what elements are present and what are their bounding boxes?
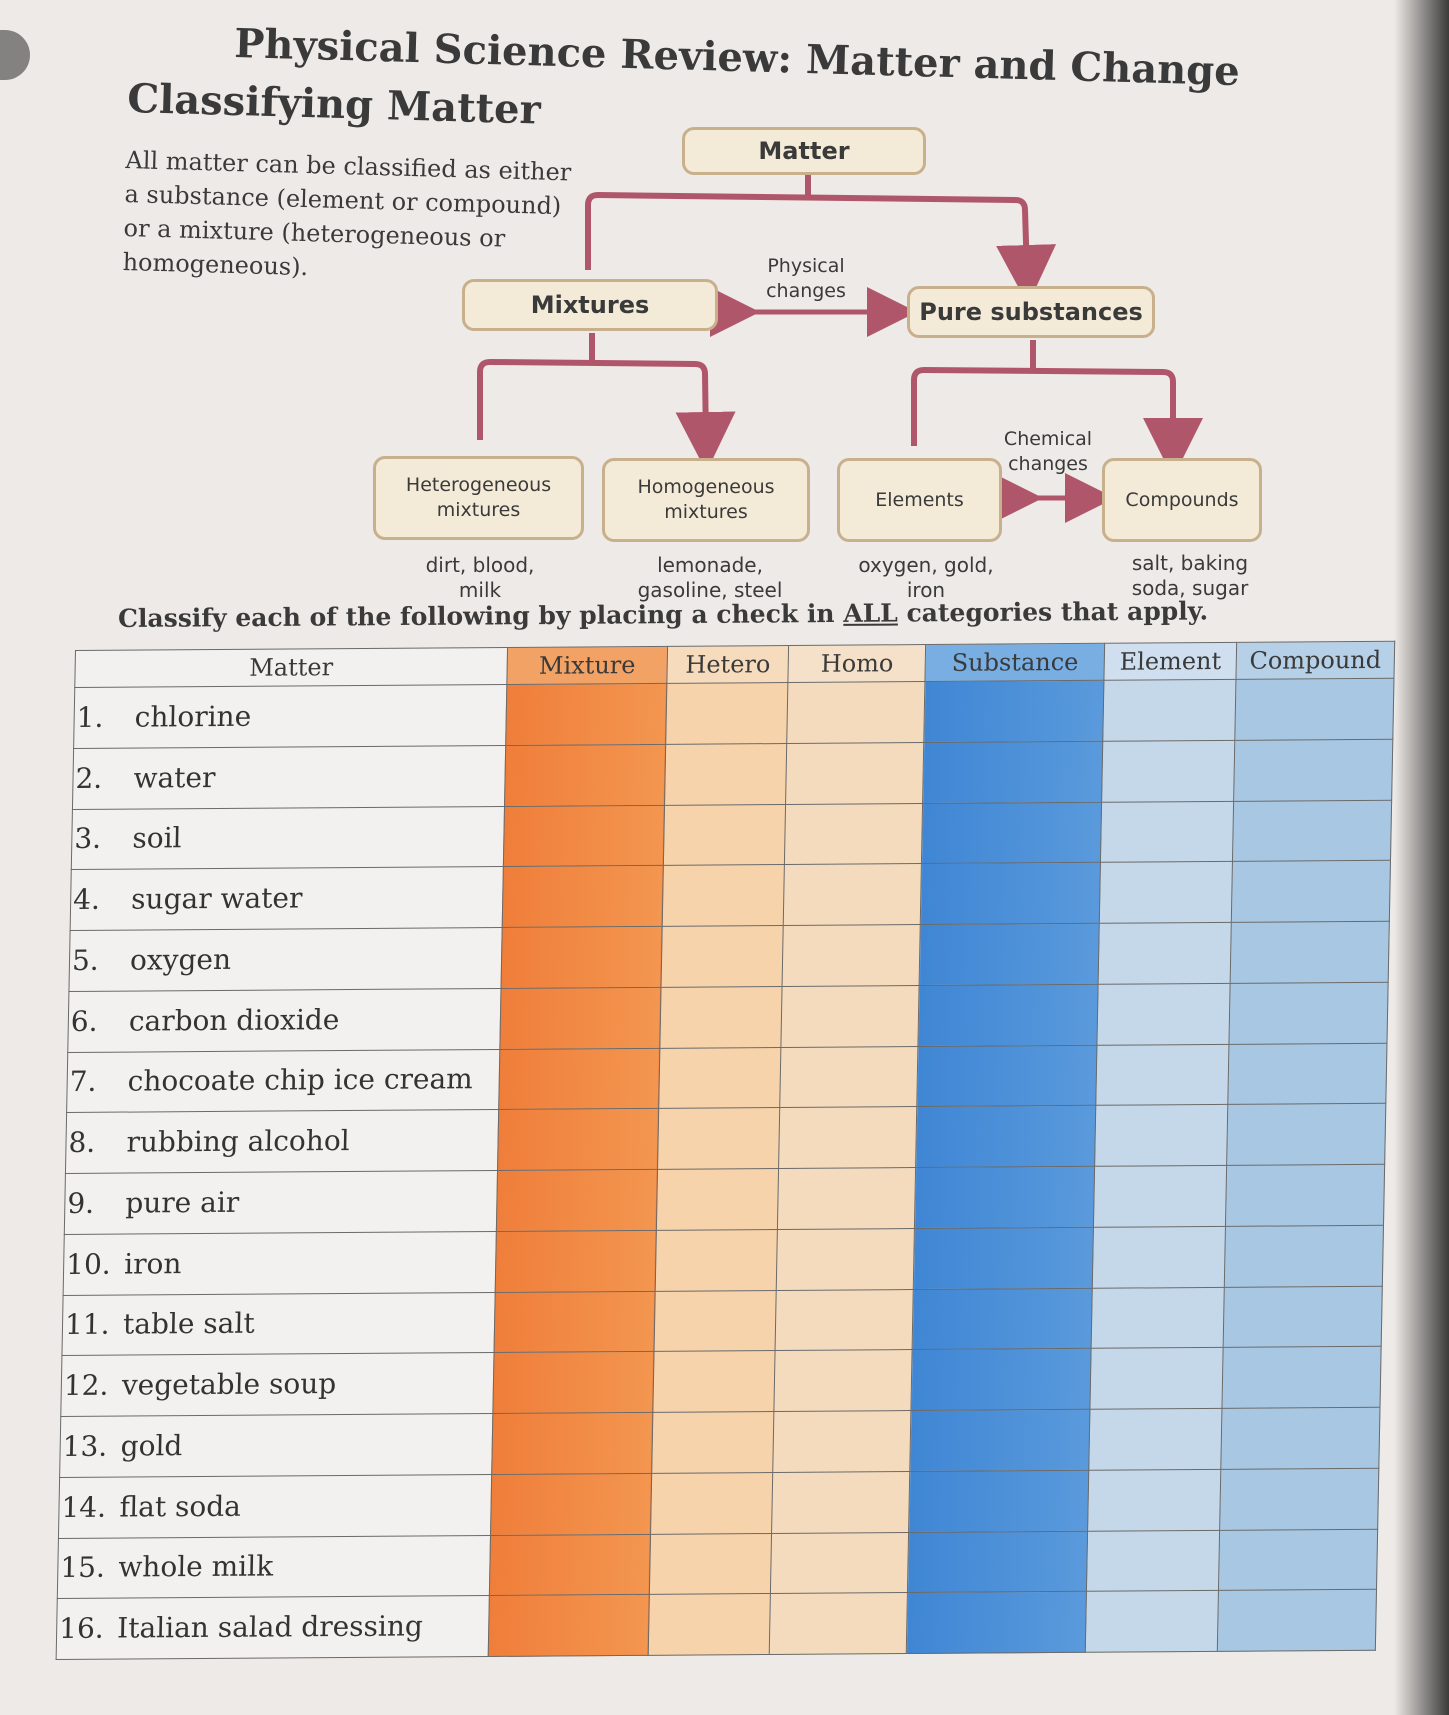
item-number: 14. [61, 1490, 107, 1524]
item-cell [61, 1353, 494, 1417]
table-row [62, 1286, 1382, 1356]
item-number: 16. [58, 1611, 105, 1646]
checkbox-cell-compound[interactable] [1228, 1043, 1387, 1105]
checkbox-cell-compound[interactable] [1230, 921, 1389, 983]
item-cell [67, 1049, 500, 1113]
item-label: Italian salad dressing [116, 1609, 424, 1645]
section-heading: Classifying Matter [126, 75, 542, 134]
item-label: oxygen [129, 942, 232, 977]
item-label: iron [123, 1246, 182, 1281]
checkbox-cell-element[interactable] [1085, 1591, 1218, 1653]
item-label: water [133, 760, 216, 795]
item-number: 2. [75, 761, 103, 795]
checkbox-cell-substance[interactable] [907, 1592, 1087, 1654]
header-substance: Substance [925, 643, 1105, 681]
checkbox-cell-element[interactable] [1103, 679, 1236, 741]
table-row [65, 1104, 1385, 1174]
item-label: chocoate chip ice cream [127, 1062, 474, 1098]
checkbox-cell-compound[interactable] [1232, 800, 1391, 862]
item-label: sugar water [130, 881, 303, 916]
checkbox-cell-hetero[interactable] [659, 1047, 782, 1109]
checkbox-cell-homo[interactable] [782, 925, 920, 987]
checkbox-cell-hetero[interactable] [665, 743, 788, 805]
checkbox-cell-compound[interactable] [1229, 982, 1388, 1044]
homogeneous-examples: lemonade, gasoline, steel [637, 553, 783, 602]
checkbox-cell-hetero[interactable] [653, 1351, 776, 1413]
checkbox-cell-mixture[interactable] [495, 1230, 656, 1292]
item-cell [65, 1110, 498, 1174]
checkbox-cell-homo[interactable] [781, 985, 919, 1047]
item-number: 5. [71, 943, 100, 977]
checkbox-cell-mixture[interactable] [490, 1473, 651, 1535]
checkbox-cell-mixture[interactable] [488, 1595, 649, 1657]
checkbox-cell-homo[interactable] [771, 1532, 909, 1594]
checkbox-cell-mixture[interactable] [501, 926, 662, 988]
table-row [60, 1407, 1380, 1477]
checkbox-cell-homo[interactable] [786, 742, 924, 804]
checkbox-cell-homo[interactable] [777, 1228, 915, 1290]
compounds-node: Compounds [1102, 458, 1262, 542]
checkbox-cell-compound[interactable] [1227, 1104, 1386, 1166]
item-label: carbon dioxide [128, 1002, 340, 1038]
item-label: vegetable soup [121, 1367, 337, 1402]
checkbox-cell-mixture[interactable] [503, 805, 664, 867]
item-cell [57, 1535, 490, 1599]
checkbox-cell-hetero[interactable] [652, 1411, 775, 1473]
item-number: 1. [76, 700, 104, 734]
checkbox-cell-compound[interactable] [1225, 1164, 1384, 1226]
checkbox-cell-compound[interactable] [1221, 1407, 1380, 1469]
checkbox-cell-hetero[interactable] [661, 926, 784, 988]
checkbox-cell-homo[interactable] [773, 1411, 911, 1473]
item-label: rubbing alcohol [126, 1124, 351, 1159]
table-row [74, 678, 1394, 748]
item-label: chlorine [134, 699, 252, 734]
checkbox-cell-hetero[interactable] [648, 1594, 771, 1656]
item-number: 15. [60, 1551, 106, 1585]
checkbox-cell-homo[interactable] [785, 803, 923, 865]
checkbox-cell-substance[interactable] [910, 1409, 1090, 1471]
header-element: Element [1104, 642, 1237, 680]
checkbox-cell-homo[interactable] [775, 1289, 913, 1351]
checkbox-cell-element[interactable] [1087, 1530, 1220, 1592]
checkbox-cell-homo[interactable] [779, 1107, 917, 1169]
checkbox-cell-substance[interactable] [914, 1227, 1094, 1289]
header-homo: Homo [788, 645, 926, 683]
checkbox-cell-substance[interactable] [915, 1166, 1095, 1228]
item-cell [56, 1596, 489, 1660]
pure-substances-node: Pure substances [907, 286, 1155, 338]
checkbox-cell-substance[interactable] [919, 923, 1099, 985]
mixtures-node: Mixtures [462, 279, 718, 331]
table-row [58, 1468, 1378, 1538]
checkbox-cell-element[interactable] [1090, 1348, 1223, 1410]
checkbox-cell-mixture[interactable] [499, 1048, 660, 1110]
checkbox-cell-compound[interactable] [1231, 861, 1390, 923]
table-row [67, 1043, 1387, 1113]
checkbox-cell-element[interactable] [1095, 1105, 1228, 1167]
checkbox-cell-compound[interactable] [1217, 1590, 1376, 1652]
classification-table-wrapper [56, 641, 1396, 1660]
item-cell [64, 1170, 497, 1234]
item-label: pure air [125, 1185, 240, 1220]
checkbox-cell-element[interactable] [1099, 862, 1232, 924]
checkbox-cell-element[interactable] [1088, 1469, 1221, 1531]
physical-changes-label: Physical changes [766, 255, 846, 302]
checkbox-cell-compound[interactable] [1224, 1225, 1383, 1287]
checkbox-cell-compound[interactable] [1218, 1529, 1377, 1591]
checkbox-cell-compound[interactable] [1223, 1286, 1382, 1348]
item-cell [71, 806, 504, 870]
checkbox-cell-homo[interactable] [772, 1471, 910, 1533]
checkbox-cell-homo[interactable] [787, 682, 925, 744]
item-label: whole milk [118, 1549, 274, 1584]
table-row [63, 1225, 1383, 1295]
checkbox-cell-mixture[interactable] [502, 866, 663, 928]
checkbox-cell-substance[interactable] [912, 1288, 1092, 1350]
elements-examples: oxygen, gold, iron [858, 553, 994, 602]
table-row [69, 921, 1389, 991]
item-number: 6. [70, 1004, 98, 1038]
checkbox-cell-compound[interactable] [1222, 1347, 1381, 1409]
item-cell [60, 1413, 493, 1477]
checkbox-cell-hetero[interactable] [663, 804, 786, 866]
item-cell [72, 745, 505, 809]
checkbox-cell-homo[interactable] [778, 1168, 916, 1230]
page-title: Physical Science Review: Matter and Change [233, 20, 1241, 96]
checkbox-cell-mixture[interactable] [506, 683, 667, 745]
heterogeneous-examples: dirt, blood, milk [425, 553, 535, 602]
checkbox-cell-substance[interactable] [923, 741, 1103, 803]
checkbox-cell-substance[interactable] [916, 1106, 1096, 1168]
checkbox-cell-compound[interactable] [1234, 739, 1393, 801]
checkbox-cell-mixture[interactable] [504, 744, 665, 806]
checkbox-cell-mixture[interactable] [492, 1412, 653, 1474]
item-label: flat soda [119, 1489, 242, 1524]
checkbox-cell-hetero[interactable] [655, 1229, 778, 1291]
header-hetero: Hetero [667, 646, 789, 684]
table-row [72, 739, 1392, 809]
compounds-examples: salt, baking soda, sugar [1131, 551, 1249, 600]
checkbox-cell-element[interactable] [1092, 1226, 1225, 1288]
intro-paragraph: All matter can be classified as either a substance (element or compound) or a mixture (heterogeneous or homogeneous). [122, 145, 572, 282]
instruction-after: categories that apply. [897, 596, 1209, 628]
checkbox-cell-hetero[interactable] [660, 986, 783, 1048]
checkbox-cell-homo[interactable] [784, 864, 922, 926]
classification-table [56, 641, 1396, 1660]
item-number: 8. [68, 1125, 96, 1160]
item-number: 12. [63, 1368, 109, 1403]
chemical-changes-label: Chemical changes [1003, 428, 1093, 475]
table-row [68, 982, 1388, 1052]
item-cell [62, 1292, 495, 1356]
item-cell [63, 1231, 496, 1295]
header-compound: Compound [1236, 641, 1395, 679]
checkbox-cell-homo[interactable] [774, 1350, 912, 1412]
table-row [56, 1590, 1376, 1660]
homogeneous-node: Homogeneous mixtures [602, 458, 810, 542]
checkbox-cell-homo[interactable] [770, 1593, 908, 1655]
table-row [71, 800, 1391, 870]
heterogeneous-node: Heterogeneous mixtures [373, 456, 584, 540]
checkbox-cell-substance[interactable] [921, 863, 1101, 925]
item-cell [69, 927, 502, 991]
checkbox-cell-hetero[interactable] [649, 1533, 772, 1595]
table-row [64, 1164, 1384, 1234]
checkbox-cell-hetero[interactable] [658, 1108, 781, 1170]
checkbox-cell-element[interactable] [1089, 1408, 1222, 1470]
checkbox-cell-element[interactable] [1102, 740, 1235, 802]
checkbox-cell-mixture[interactable] [497, 1109, 658, 1171]
table-body [56, 678, 1394, 1659]
checkbox-cell-element[interactable] [1101, 801, 1234, 863]
item-number: 7. [69, 1065, 97, 1099]
elements-node: Elements [837, 458, 1002, 542]
checkbox-cell-mixture[interactable] [494, 1291, 655, 1353]
item-number: 9. [67, 1186, 95, 1220]
checkbox-cell-substance[interactable] [917, 1045, 1097, 1107]
item-cell [68, 988, 501, 1052]
checkbox-cell-element[interactable] [1098, 922, 1231, 984]
checkbox-cell-mixture[interactable] [489, 1534, 650, 1596]
checkbox-cell-mixture[interactable] [493, 1352, 654, 1414]
checkbox-cell-hetero[interactable] [662, 865, 785, 927]
checkbox-cell-mixture[interactable] [500, 987, 661, 1049]
checkbox-cell-element[interactable] [1091, 1287, 1224, 1349]
header-matter: Matter [75, 647, 508, 687]
checkbox-cell-hetero[interactable] [666, 683, 789, 745]
checkbox-cell-substance[interactable] [922, 802, 1102, 864]
item-number: 11. [64, 1308, 110, 1342]
checkbox-cell-substance[interactable] [924, 680, 1104, 742]
item-cell [58, 1474, 491, 1538]
item-number: 4. [72, 882, 101, 917]
item-number: 3. [74, 822, 102, 856]
table-row [61, 1347, 1381, 1417]
checkbox-cell-homo[interactable] [780, 1046, 918, 1108]
checkbox-cell-element[interactable] [1097, 983, 1230, 1045]
table-row [70, 861, 1390, 931]
checkbox-cell-element[interactable] [1096, 1044, 1229, 1106]
item-cell [70, 867, 503, 931]
checkbox-cell-hetero[interactable] [654, 1290, 777, 1352]
checkbox-cell-compound[interactable] [1220, 1468, 1379, 1530]
item-number: 13. [62, 1429, 108, 1463]
checkbox-cell-element[interactable] [1094, 1165, 1227, 1227]
checkbox-cell-mixture[interactable] [496, 1169, 657, 1231]
checkbox-cell-substance[interactable] [909, 1470, 1089, 1532]
item-number: 10. [65, 1247, 112, 1281]
checkbox-cell-hetero[interactable] [651, 1472, 774, 1534]
table-row [57, 1529, 1377, 1599]
item-cell [74, 684, 507, 748]
instruction-before: Classify each of the following by placing a check in [118, 598, 844, 633]
checkbox-cell-hetero[interactable] [656, 1169, 779, 1231]
checkbox-cell-substance[interactable] [911, 1349, 1091, 1411]
instruction-emphasis: ALL [843, 598, 898, 628]
checkbox-cell-substance[interactable] [918, 984, 1098, 1046]
header-mixture: Mixture [507, 646, 668, 684]
item-label: soil [132, 821, 182, 855]
item-label: gold [120, 1428, 183, 1463]
matter-node: Matter [682, 127, 926, 175]
checkbox-cell-compound[interactable] [1235, 678, 1394, 740]
item-label: table salt [122, 1307, 255, 1341]
checkbox-cell-substance[interactable] [908, 1531, 1088, 1593]
